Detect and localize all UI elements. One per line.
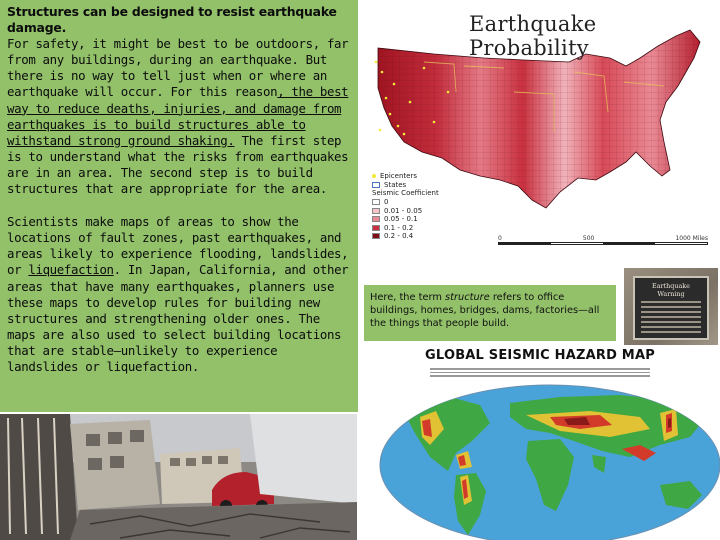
- heading: Structures can be designed to resist earthquake damage.: [7, 4, 337, 36]
- para2-end: . In Japan, California, and other areas that have many earthquakes, planners use these maps to develop rules for building new structures and strengthening older ones. The maps are also used to select building locations that are stable—unlikely to experience landslides or liquefaction.: [7, 262, 349, 374]
- legend-coefficient: Seismic Coefficient: [372, 189, 439, 198]
- scale-end: 1000 Miles: [675, 235, 708, 242]
- world-map-graphic: [360, 345, 720, 540]
- legend-swatch: [372, 216, 380, 222]
- para1-start: For safety, it might be best to be outdoors, far from any buildings, during an earthquake. But there is no way to tell just when or where an earthquake will occur. For this reason: [7, 36, 349, 100]
- epicenter-dot-icon: [372, 174, 376, 178]
- legend-row: [372, 198, 439, 207]
- legend-row: [372, 224, 439, 233]
- earthquake-damage-photo: [0, 414, 357, 540]
- para1-underlined: , the best way to reduce deaths, injuries, and damage from earthquakes is to build structures able to withstand strong ground shaking.: [7, 84, 349, 148]
- callout-end: refers to office buildings, homes, bridges, dams, factories—all the things that people build.: [370, 292, 600, 329]
- paragraph-2: [7, 214, 352, 375]
- legend-swatch: [372, 199, 380, 205]
- legend-swatch: [372, 225, 380, 231]
- global-map-title: GLOBAL SEISMIC HAZARD MAP: [425, 348, 655, 363]
- global-seismic-hazard-map: [360, 345, 720, 540]
- legend-swatch: [372, 208, 380, 214]
- earthquake-warning-sign: [624, 268, 718, 348]
- callout-term: structure: [445, 292, 490, 303]
- structure-definition-callout: [364, 285, 616, 341]
- text-panel: [0, 0, 358, 412]
- liquefaction-term: liquefaction: [28, 262, 114, 278]
- scale-bar: [498, 234, 708, 245]
- state-outline-icon: [372, 182, 380, 188]
- legend-swatch: [372, 233, 380, 239]
- legend-label: 0.2 - 0.4: [384, 232, 414, 241]
- damage-photo-graphic: [0, 414, 357, 540]
- para2-start: Scientists make maps of areas to show the locations of fault zones, past earthquakes, and areas likely to experience flooding, landslides, or: [7, 214, 349, 278]
- legend-epicenters: Epicenters: [372, 172, 439, 181]
- scale-mid: 500: [582, 235, 595, 242]
- legend-label: 0.01 - 0.05: [384, 206, 423, 215]
- legend-row: [372, 215, 439, 224]
- earthquake-probability-map: [364, 2, 716, 268]
- callout-start: Here, the term: [370, 292, 446, 303]
- warning-sign-title: Earthquake Warning: [652, 282, 690, 298]
- legend-label: 0.1 - 0.2: [384, 223, 414, 232]
- legend-states: States: [372, 181, 439, 190]
- para1-end: The first step is to understand what the risks from earthquakes are in an area. The second step is to build structures that are appropriate for the area.: [7, 132, 349, 197]
- legend-row: [372, 232, 439, 241]
- legend-label: 0: [384, 198, 389, 207]
- map-legend: [372, 172, 439, 241]
- legend-label: 0.05 - 0.1: [384, 215, 418, 224]
- probability-map-title: Earthquake Probability: [469, 12, 597, 60]
- paragraph-1: [7, 4, 352, 197]
- legend-row: [372, 206, 439, 215]
- scale-start: 0: [498, 235, 502, 242]
